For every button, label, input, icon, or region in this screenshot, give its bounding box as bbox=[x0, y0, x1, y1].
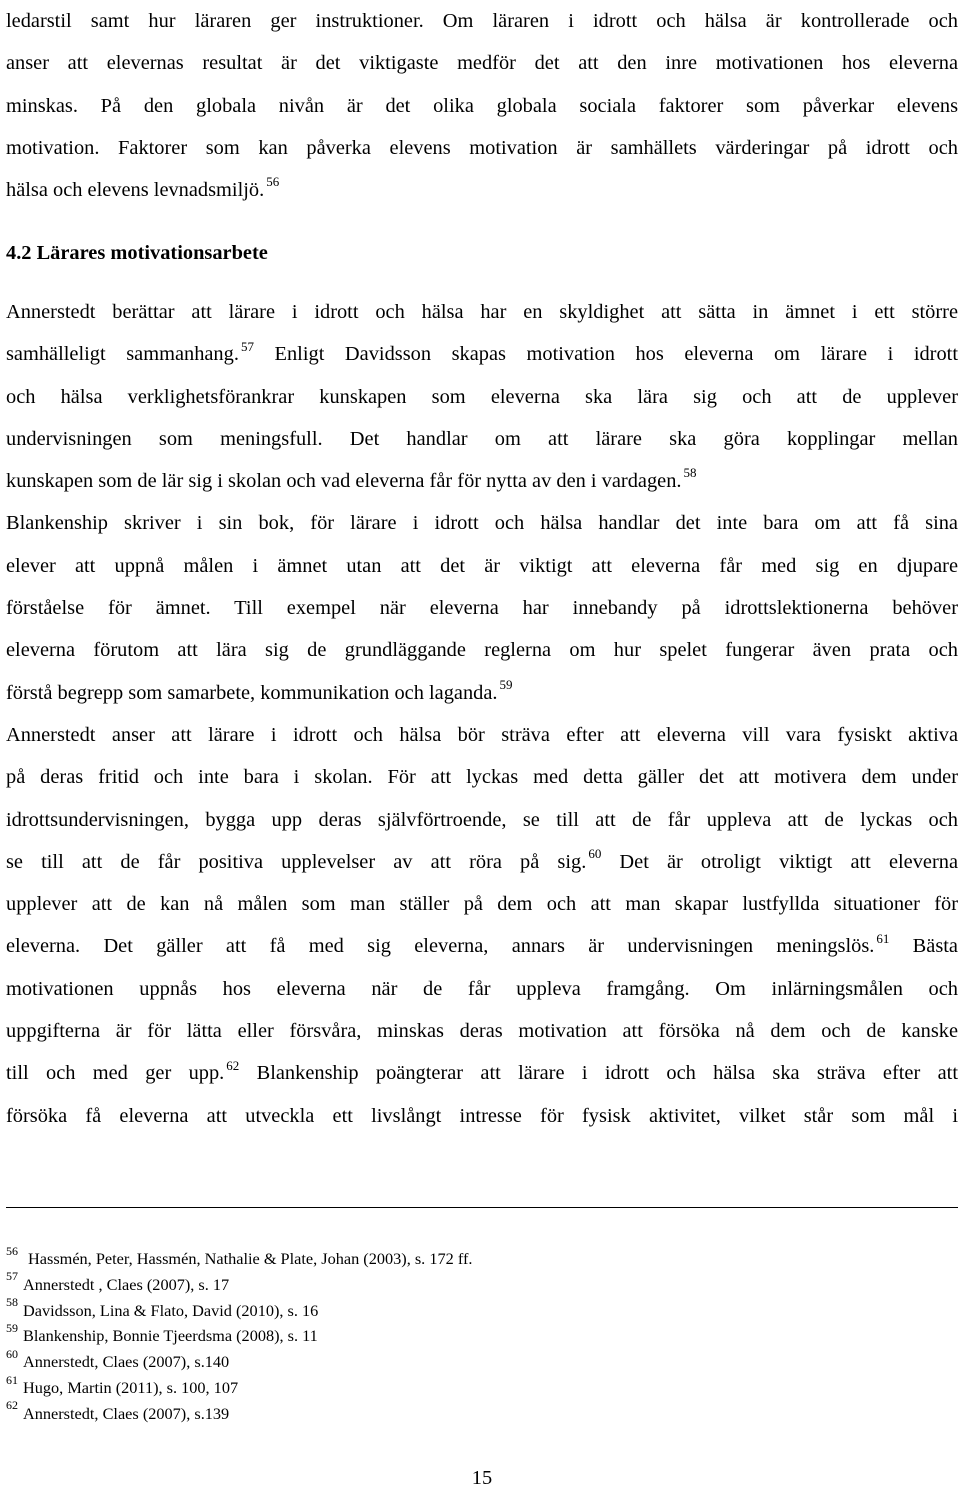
line-text: samhälleligt sammanhang. bbox=[6, 343, 239, 366]
text-line bbox=[6, 169, 958, 211]
line-text: uppgifterna är för lätta eller försvåra, minskas deras motivation att försöka nå dem och de kanske bbox=[6, 1020, 958, 1043]
line-text: minskas. På den globala nivån är det olika globala sociala faktorer som påverkar elevens bbox=[6, 94, 958, 117]
footnote-item bbox=[6, 1269, 958, 1298]
line-text: Bästa bbox=[889, 935, 958, 958]
text-line bbox=[6, 1010, 958, 1052]
line-text: Blankenship poängterar att lärare i idrott och hälsa ska sträva efter att bbox=[239, 1062, 958, 1085]
text-line bbox=[6, 127, 958, 169]
footnote-item bbox=[6, 1372, 958, 1401]
text-line bbox=[6, 1052, 958, 1094]
footnote-text: Hassmén, Peter, Hassmén, Nathalie & Plate, Johan (2003), s. 172 ff. bbox=[28, 1249, 473, 1268]
text-line bbox=[6, 629, 958, 671]
text-line bbox=[6, 883, 958, 925]
footnote-text: Hugo, Martin (2011), s. 100, 107 bbox=[23, 1377, 239, 1397]
line-text: se till att de får positiva upplevelser av att röra på sig. bbox=[6, 850, 587, 873]
line-text: undervisningen som meningsfull. Det handlar om att lärare ska göra kopplingar mellan bbox=[6, 427, 958, 450]
line-text: förståelse för ämnet. Till exempel när eleverna har innebandy på idrottslektionerna behöver bbox=[6, 597, 958, 620]
text-line bbox=[6, 968, 958, 1010]
text-line bbox=[6, 587, 958, 629]
footnote-number: 56 bbox=[6, 1243, 18, 1258]
footnote-reference: 56 bbox=[266, 174, 280, 190]
footnote-number: 57 bbox=[6, 1269, 18, 1284]
footnote-item bbox=[6, 1346, 958, 1375]
text-line bbox=[6, 0, 958, 42]
document-page bbox=[6, 0, 958, 1493]
footnote-item bbox=[6, 1243, 958, 1272]
footnote-text: Annerstedt, Claes (2007), s.140 bbox=[23, 1352, 230, 1372]
line-text: hälsa och elevens levnadsmiljö. bbox=[6, 179, 265, 202]
footnote-reference: 57 bbox=[240, 338, 254, 354]
text-line bbox=[6, 925, 958, 967]
text-line bbox=[6, 1095, 958, 1137]
footnote-text: Annerstedt, Claes (2007), s.139 bbox=[23, 1403, 230, 1423]
text-line bbox=[6, 502, 958, 544]
line-text: elever att uppnå målen i ämnet utan att det är viktigt att eleverna får med sig en djupare bbox=[6, 554, 958, 577]
line-text: motivationen uppnås hos eleverna när de får uppleva framgång. Om inlärningsmålen och bbox=[6, 977, 958, 1000]
text-line bbox=[6, 841, 958, 883]
line-text: förstå begrepp som samarbete, kommunikation och laganda. bbox=[6, 681, 498, 704]
body-paragraphs bbox=[6, 291, 958, 1137]
line-text: motivation. Faktorer som kan påverka elevens motivation är samhällets värderingar på idrott och bbox=[6, 136, 958, 159]
footnote-text: Blankenship, Bonnie Tjeerdsma (2008), s. 11 bbox=[23, 1326, 318, 1346]
footnote-reference: 59 bbox=[499, 676, 513, 692]
line-text: på deras fritid och inte bara i skolan. För att lyckas med detta gäller det att motivera dem under bbox=[6, 766, 958, 789]
line-text: kunskapen som de lär sig i skolan och vad eleverna får för nytta av den i vardagen. bbox=[6, 470, 682, 493]
line-text: idrottsundervisningen, bygga upp deras självförtroende, se till att de får uppleva att de lyckas och bbox=[6, 808, 958, 831]
line-text: upplever att de kan nå målen som man ställer på dem och att man skapar lustfyllda situationer för bbox=[6, 893, 958, 916]
footnote-reference: 61 bbox=[876, 930, 890, 946]
line-text: försöka få eleverna att utveckla ett livslångt intresse för fysisk aktivitet, vilket står som mål i bbox=[6, 1104, 958, 1127]
text-line bbox=[6, 291, 958, 333]
line-text: Det är otroligt viktigt att eleverna bbox=[601, 850, 958, 873]
footnotes bbox=[6, 1243, 958, 1427]
footnote-item bbox=[6, 1320, 958, 1349]
footnote-reference: 58 bbox=[683, 465, 697, 481]
footnote-number: 62 bbox=[6, 1398, 18, 1413]
line-text: eleverna. Det gäller att få med sig eleverna, annars är undervisningen meningslös. bbox=[6, 935, 875, 958]
text-line bbox=[6, 714, 958, 756]
footnote-number: 60 bbox=[6, 1346, 18, 1361]
text-line bbox=[6, 756, 958, 798]
footnote-number: 59 bbox=[6, 1320, 18, 1335]
line-text: ledarstil samt hur läraren ger instruktioner. Om läraren i idrott och hälsa är kontrollerade och bbox=[6, 10, 958, 32]
footnote-reference: 60 bbox=[588, 846, 602, 862]
footnote-item bbox=[6, 1398, 958, 1427]
footnote-separator bbox=[6, 1207, 958, 1208]
line-text: till och med ger upp. bbox=[6, 1062, 225, 1085]
text-line bbox=[6, 85, 958, 127]
line-text: anser att elevernas resultat är det viktigaste medför det att den inre motivationen hos eleverna bbox=[6, 52, 958, 75]
text-line bbox=[6, 545, 958, 587]
footnote-text: Davidsson, Lina & Flato, David (2010), s. 16 bbox=[23, 1300, 319, 1320]
text-line bbox=[6, 333, 958, 375]
footnote-item bbox=[6, 1295, 958, 1324]
intro-paragraph bbox=[6, 0, 958, 211]
section-heading: 4.2 Lärares motivationsarbete bbox=[6, 242, 268, 264]
footnote-text: Annerstedt , Claes (2007), s. 17 bbox=[23, 1274, 230, 1294]
footnote-reference: 62 bbox=[226, 1057, 240, 1073]
footnote-number: 61 bbox=[6, 1372, 18, 1387]
text-line bbox=[6, 799, 958, 841]
line-text: Blankenship skriver i sin bok, för lärare i idrott och hälsa handlar det inte bara om att få sina bbox=[6, 512, 958, 535]
line-text: eleverna förutom att lära sig de grundläggande reglerna om hur spelet fungerar även prata och bbox=[6, 639, 958, 662]
text-line bbox=[6, 42, 958, 84]
line-text: Annerstedt anser att lärare i idrott och hälsa bör sträva efter att eleverna vill vara fysiskt aktiva bbox=[6, 723, 958, 746]
page-number: 15 bbox=[471, 1467, 493, 1489]
line-text: och hälsa verklighetsförankrar kunskapen som eleverna ska lära sig och att de upplever bbox=[6, 385, 958, 408]
line-text: Enligt Davidsson skapas motivation hos eleverna om lärare i idrott bbox=[253, 343, 959, 366]
text-line bbox=[6, 418, 958, 460]
line-text: Annerstedt berättar att lärare i idrott och hälsa har en skyldighet att sätta in ämnet i ett större bbox=[6, 301, 958, 323]
text-line bbox=[6, 672, 958, 714]
text-line bbox=[6, 460, 958, 502]
footnote-number: 58 bbox=[6, 1295, 18, 1310]
text-line bbox=[6, 376, 958, 418]
